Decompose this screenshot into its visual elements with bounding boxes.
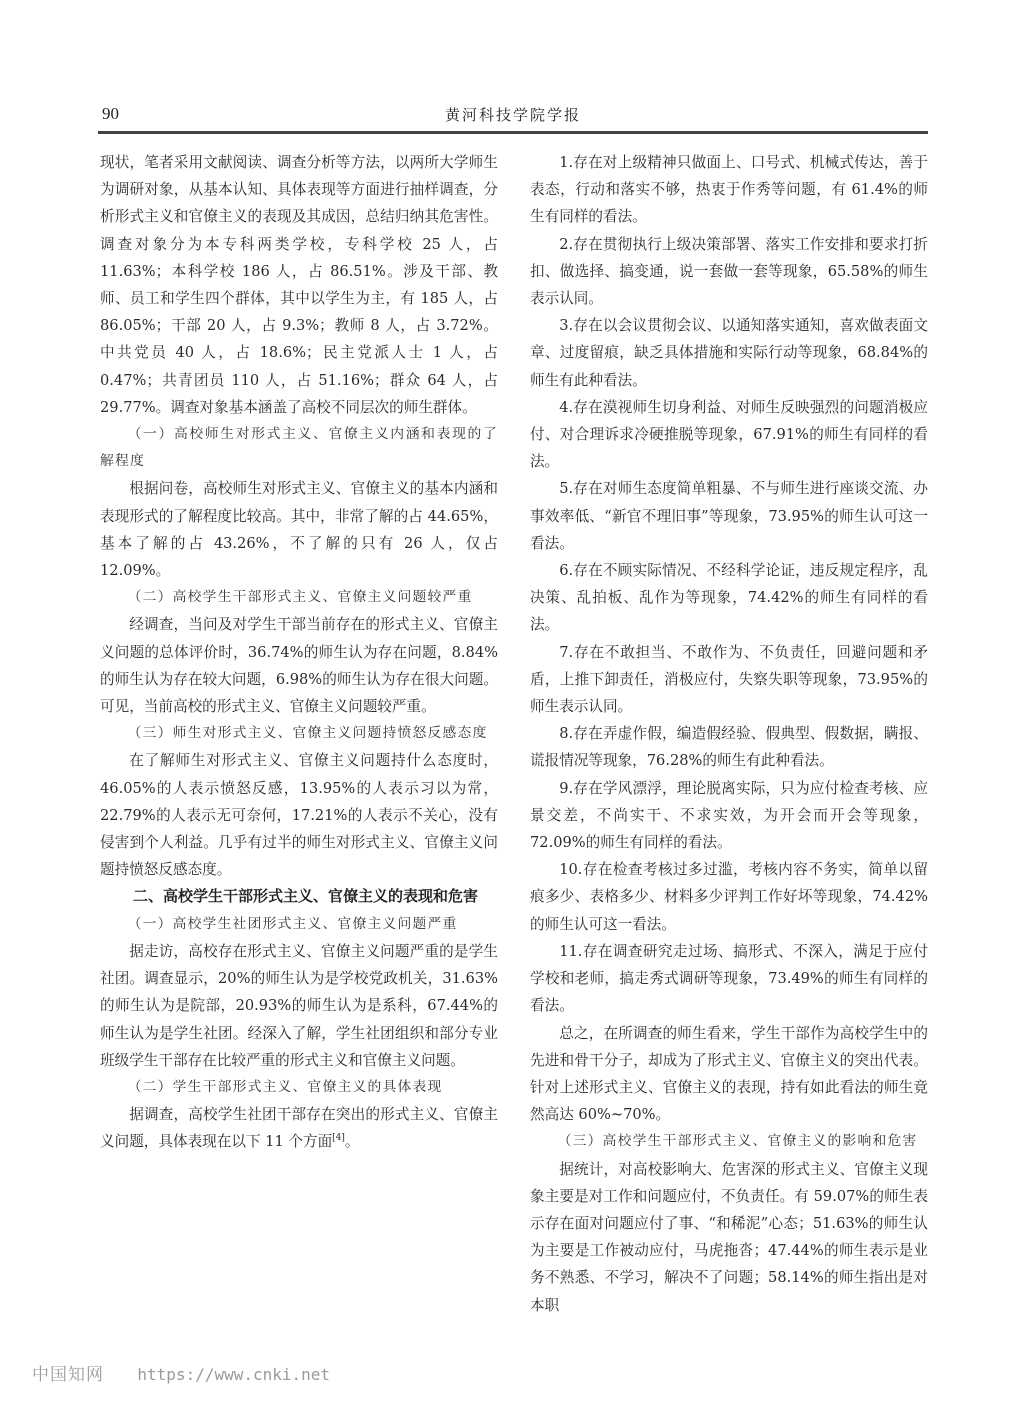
list-item: 7.存在不敢担当、不敢作为、不负责任，回避问题和矛盾，上推下卸责任，消极应付，失察失职等现象，73.95%的师生表示认同。 bbox=[530, 643, 928, 716]
list-item: 11.存在调查研究走过场、搞形式、不深入，满足于应付学校和老师，搞走秀式调研等现象，73.49%的师生有同样的看法。 bbox=[530, 942, 928, 1015]
list-item: 1.存在对上级精神只做面上、口号式、机械式传达，善于表态，行动和落实不够，热衷于作秀等问题，有 61.4%的师生有同样的看法。 bbox=[530, 154, 928, 226]
page-header bbox=[98, 100, 928, 130]
subsection-heading: （二）高校学生干部形式主义、官僚主义问题较严重 bbox=[127, 589, 473, 606]
journal-title: 黄河科技学院学报 bbox=[444, 106, 581, 124]
paragraph: 据走访，高校存在形式主义、官僚主义问题严重的是学生社团。调查显示，20%的师生认为是学校党政机关，31.63%的师生认为是院部，20.93%的师生认为是系科，67.44%的师生认为是学生社团。经深入了解，学生社团组织和部分专业班级学生干部存在比较严重的形式主义和官僚主义问题。 bbox=[100, 942, 498, 1069]
paragraph: 现状，笔者采用文献阅读、调查分析等方法，以两所大学师生为调研对象，从基本认知、具体表现等方面进行抽样调查，分析形式主义和官僚主义的表现及其成因，总结归纳其危害性。调查对象分为本专科两类学校，专科学校 25 人，占 11.63%；本科学校 186 人，占 86.51%。涉及干部、教师、员工和学生四个群体，其中以学生为主，有 185 人，占 86.05%；干部 20 人，占 9.3%；教师 8 人，占 3.72%。中共党员 40 人，占 18.6%；民主党派人士 1 人，占 0.47%；共青团员 110 人，占 51.16%；群众 64 人，占 29.77%。调查对象基本涵盖了高校不同层次的师生群体。 bbox=[100, 154, 498, 416]
citation-reference[interactable]: [4] bbox=[332, 1133, 345, 1144]
paragraph-end: 。 bbox=[344, 1133, 360, 1151]
cnki-watermark bbox=[32, 1360, 330, 1388]
list-item: 8.存在弄虚作假，编造假经验、假典型、假数据，瞒报、谎报情况等现象，76.28%的师生有此种看法。 bbox=[530, 725, 928, 770]
paragraph: 据统计，对高校影响大、危害深的形式主义、官僚主义现象主要是对工作和问题应付，不负责任。有 59.07%的师生表示存在面对问题应付了事、“和稀泥”心态；51.63%的师生认为主要是工作被动应付，马虎拖沓；47.44%的师生表示是业务不熟悉、不学习，解决不了问题；58.14%的师生指出是对本职 bbox=[530, 1160, 928, 1314]
section-heading: 二、高校学生干部形式主义、官僚主义的表现和危害 bbox=[133, 887, 479, 906]
subsection-heading: （三）师生对形式主义、官僚主义问题持愤怒反感态度 bbox=[127, 725, 488, 742]
header-rule bbox=[98, 131, 928, 134]
watermark-url[interactable]: https://www.cnki.net bbox=[137, 1365, 331, 1384]
list-item: 9.存在学风漂浮，理论脱离实际，只为应付检查考核、应景交差，不尚实干、不求实效，为开会而开会等现象，72.09%的师生有同样的看法。 bbox=[530, 779, 928, 852]
list-item: 10.存在检查考核过多过滥，考核内容不务实，简单以留痕多少、表格多少、材料多少评判工作好坏等现象，74.42%的师生认可这一看法。 bbox=[530, 861, 928, 933]
subsection-heading: （一）高校师生对形式主义、官僚主义内涵和表现的了解程度 bbox=[100, 426, 498, 470]
right-column bbox=[530, 149, 928, 1319]
list-item: 6.存在不顾实际情况、不经科学论证，违反规定程序，乱决策、乱拍板、乱作为等现象，74.42%的师生有同样的看法。 bbox=[530, 562, 928, 634]
paragraph: 经调查，当问及对学生干部当前存在的形式主义、官僚主义问题的总体评价时，36.74%的师生认为存在问题，8.84%的师生认为存在较大问题，6.98%的师生认为存在很大问题。可见，当前高校的形式主义、官僚主义问题较严重。 bbox=[100, 616, 498, 716]
list-item: 4.存在漠视师生切身利益、对师生反映强烈的问题消极应付、对合理诉求冷硬推脱等现象，67.91%的师生有同样的看法。 bbox=[530, 398, 928, 471]
summary-paragraph: 总之，在所调查的师生看来，学生干部作为高校学生中的先进和骨干分子，却成为了形式主义、官僚主义的突出代表。针对上述形式主义、官僚主义的表现，持有如此看法的师生竟然高达 60%~70%。 bbox=[530, 1024, 928, 1124]
paragraph: 在了解师生对形式主义、官僚主义问题持什么态度时，46.05%的人表示愤怒反感，13.95%的人表示习以为常，22.79%的人表示无可奈何，17.21%的人表示不关心，没有侵害到个人利益。几乎有过半的师生对形式主义、官僚主义问题持愤怒反感态度。 bbox=[100, 752, 498, 879]
subsection-heading: （一）高校学生社团形式主义、官僚主义问题严重 bbox=[127, 915, 458, 932]
list-item: 2.存在贯彻执行上级决策部署、落实工作安排和要求打折扣、做选择、搞变通，说一套做一套等现象，65.58%的师生表示认同。 bbox=[530, 235, 928, 308]
paragraph-text: 据调查，高校学生社团干部存在突出的形式主义、官僚主义问题，具体表现在以下 11 个方面 bbox=[100, 1106, 498, 1151]
list-item: 5.存在对师生态度简单粗暴、不与师生进行座谈交流、办事效率低、“新官不理旧事”等现象，73.95%的师生认可这一看法。 bbox=[530, 480, 928, 552]
paragraph bbox=[100, 1101, 498, 1155]
left-column bbox=[100, 149, 498, 1156]
page-number: 90 bbox=[102, 104, 119, 123]
paragraph: 根据问卷，高校师生对形式主义、官僚主义的基本内涵和表现形式的了解程度比较高。其中，非常了解的占 44.65%，基本了解的占 43.26%，不了解的只有 26 人，仅占 12.09%。 bbox=[100, 480, 498, 580]
watermark-site-name: 中国知网 bbox=[32, 1365, 104, 1385]
list-item: 3.存在以会议贯彻会议、以通知落实通知，喜欢做表面文章、过度留痕，缺乏具体措施和实际行动等现象，68.84%的师生有此种看法。 bbox=[530, 317, 928, 389]
subsection-heading: （二）学生干部形式主义、官僚主义的具体表现 bbox=[127, 1078, 443, 1095]
subsection-heading: （三）高校学生干部形式主义、官僚主义的影响和危害 bbox=[557, 1133, 918, 1150]
